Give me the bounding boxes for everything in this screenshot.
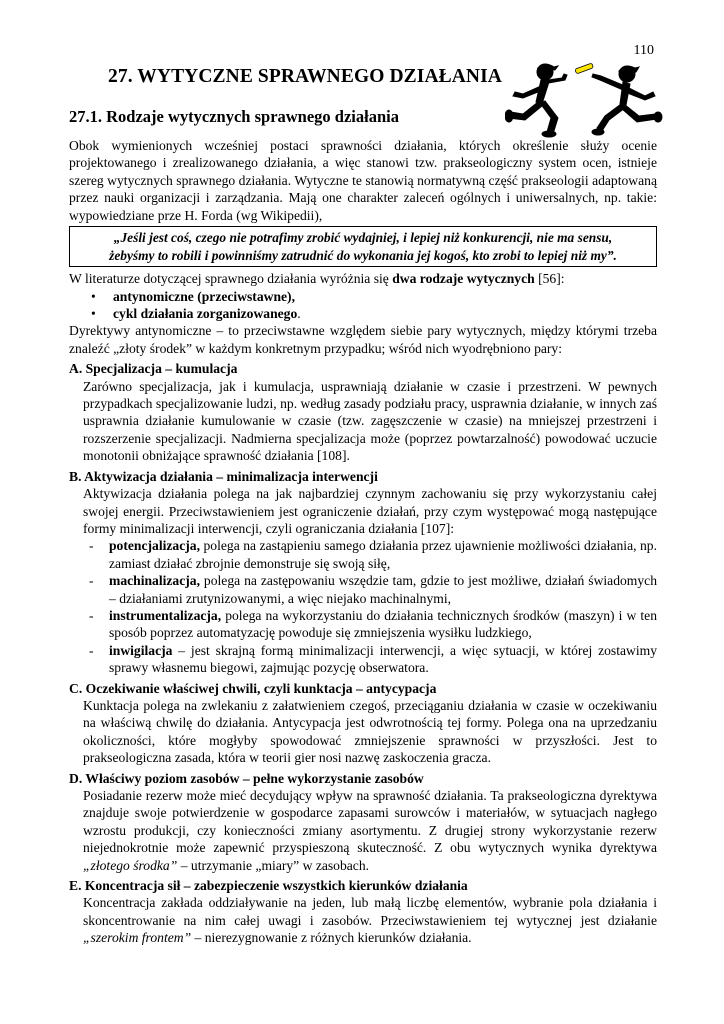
baton-icon bbox=[575, 63, 594, 74]
section-b-text: Aktywizacja działania polega na jak najbardziej czynnym zachowaniu się przy wykorzystaniu całej swojej energii. Przeciwstawieniem jest ograniczenie działań, przy czym występować mogą następujące formy minimalizacji interwencji, czyli ograniczania działania [107]: bbox=[83, 486, 657, 536]
bullet-text: cykl działania zorganizowanego bbox=[113, 306, 298, 322]
section-e-text bbox=[69, 894, 657, 946]
list-item bbox=[91, 305, 657, 322]
section-d-text-before: Posiadanie rezerw może mieć decydujący wpływ na sprawność działania. Ta prakseologiczna dyrektywa znajduje swoje potwierdzenie w gospodarce zapasami surowców i materiałów, w sytuacjach nagłego wzrostu produkcji, czy konieczności zmiany asortymentu. Z drugiej strony wykorzystanie rezerw niejednokrotnie może zapewnić przyspieszoną skuteczność. Z obu wytycznych wynika dyrektywa bbox=[83, 788, 657, 856]
dash-icon: - bbox=[89, 607, 94, 623]
item-text: polega na zastąpieniu samego działania przez ujawnienie możliwości działania, np. zamiast działać zbrojnie demonstruje się swoją siłę, bbox=[109, 538, 657, 571]
section-e-heading: E. Koncentracja sił – zabezpieczenie wszystkich kierunków działania bbox=[69, 878, 468, 894]
list-item bbox=[91, 288, 657, 305]
section-d-italic: „złotego środka” bbox=[83, 857, 178, 873]
item-term: instrumentalizacja, bbox=[109, 607, 222, 623]
item-text: polega na zastępowaniu wszędzie tam, gdzie to jest możliwe, działań świadomych – działaniami zrutynizowanymi, a więc niejako machinalnymi, bbox=[109, 573, 657, 606]
bullet-icon: • bbox=[91, 288, 96, 304]
page-number: 110 bbox=[633, 43, 654, 58]
item-term: inwigilacja bbox=[109, 642, 173, 658]
main-content bbox=[69, 137, 657, 947]
section-e-italic: „szerokim frontem” bbox=[83, 930, 192, 946]
types-ref: [56]: bbox=[534, 271, 565, 287]
section-title: 27.1. Rodzaje wytycznych sprawnego działania bbox=[69, 107, 399, 126]
section-e-text-after: – nierezygnowanie z różnych kierunków działania. bbox=[191, 930, 472, 946]
ford-quote-box bbox=[69, 226, 657, 267]
dash-icon: - bbox=[89, 642, 94, 658]
section-b-heading: B. Aktywizacja działania – minimalizacja interwencji bbox=[69, 468, 378, 484]
dash-icon: - bbox=[89, 538, 94, 554]
types-lead: W literaturze dotyczącej sprawnego działania wyróżnia się bbox=[69, 271, 393, 287]
types-bold: dwa rodzaje wytycznych bbox=[392, 271, 535, 287]
section-a-text: Zarówno specjalizacja, jak i kumulacja, usprawniają działanie w czasie i przestrzeni. W pewnych przypadkach specjalizowanie ludzi, np. według zasady podziału pracy, usprawnia działanie, w innych zaś usprawnia działanie kumulowanie w czasie (tzw. zagęszczenie w czasie) na mniejszej przestrzeni i rozszerzenie specjalizacji. Nadmierna specjalizacja może (poprzez powtarzalność) powodować uczucie monotonii obniżające sprawność działania [108]. bbox=[83, 378, 657, 464]
intro-paragraph: Obok wymienionych wcześniej postaci sprawności działania, których określenie służy ocenie projektowanego i zrealizowanego działania, a więc stanowi tzw. prakseologiczny system ocen, istnieje szereg wytycznych sprawnego działania. Wytyczne te stanowią normatywną część prakseologii adaptowaną przez nauki organizacji i zarządzania. Mają one charakter zaleceń ogólnych i uniwersalnych, np. takie: wypowiedziane prze H. Forda (wg Wikipedii), bbox=[69, 138, 657, 223]
quote-line-2: żebyśmy to robili i powinniśmy zatrudnić do wykonania jej kogoś, kto zrobi to lepiej niż my”. bbox=[109, 247, 617, 263]
antinomic-paragraph: Dyrektywy antynomiczne – to przeciwstawne względem siebie pary wytycznych, między którymi trzeba znaleźć „złoty środek” w każdym konkretnym przypadku; wśród nich wyodrębniono pary: bbox=[69, 323, 657, 356]
bullet-icon: • bbox=[91, 306, 96, 322]
list-item bbox=[89, 642, 657, 677]
item-term: potencjalizacja, bbox=[109, 538, 200, 554]
list-item bbox=[89, 537, 657, 572]
section-a-heading: A. Specjalizacja – kumulacja bbox=[69, 361, 238, 377]
section-e-text-before: Koncentracja zakłada oddziaływanie na jeden, lub małą liczbę elementów, wybranie pola działania i skoncentrowanie na nim całej uwagi i zasobów. Przeciwstawieniem tej wytycznej jest działanie bbox=[83, 895, 657, 928]
section-d-text-after: – utrzymanie „miary” w zasobach. bbox=[177, 857, 370, 873]
runner-left-figure bbox=[505, 64, 567, 137]
section-c-text: Kunktacja polega na zwlekaniu z załatwieniem czegoś, przeciąganiu działania w czasie w oczekiwaniu na właściwą chwilę do działania. Antycypacja jest odwrotnością tej formy. Polega ona na uprzedzaniu okoliczności, które mogłyby spowodować zmniejszenie sprawności w przyszłości. Jest to prakseologiczna zasada, która w teorii gier nosi nazwę zaskoczenia gracza. bbox=[83, 697, 657, 766]
quote-line-1: „Jeśli jest coś, czego nie potrafimy zrobić wydajniej, i lepiej niż konkurencji, nie ma sensu, bbox=[113, 230, 613, 246]
types-list bbox=[69, 288, 657, 323]
bullet-text: antynomiczne (przeciwstawne), bbox=[113, 288, 295, 304]
item-text: polega na wykorzystaniu do działania technicznych środków (maszyn) i w ten sposób poprzez automatyzację powoduje się zmniejszenia wysiłku ludzkiego, bbox=[109, 607, 657, 641]
section-c-heading: C. Oczekiwanie właściwej chwili, czyli kunktacja – antycypacja bbox=[69, 680, 437, 696]
list-item bbox=[89, 572, 657, 607]
types-paragraph bbox=[69, 270, 657, 287]
list-item bbox=[89, 607, 657, 642]
dash-icon: - bbox=[89, 573, 94, 589]
runner-right-figure bbox=[592, 66, 662, 135]
item-term: machinalizacja, bbox=[109, 573, 200, 589]
minimization-forms-list bbox=[69, 537, 657, 676]
item-text: – jest skrajną formą minimalizacji interwencji, a więc sytuacji, w której zostawimy sprawy własnemu biegowi, zajmując pozycję obserwatora. bbox=[109, 642, 657, 676]
bullet-end: . bbox=[297, 306, 301, 322]
section-d-text bbox=[69, 787, 657, 874]
chapter-title: 27. WYTYCZNE SPRAWNEGO DZIAŁANIA bbox=[108, 66, 502, 87]
section-d-heading: D. Właściwy poziom zasobów – pełne wykorzystanie zasobów bbox=[69, 770, 424, 786]
relay-runners-illustration bbox=[505, 62, 670, 140]
